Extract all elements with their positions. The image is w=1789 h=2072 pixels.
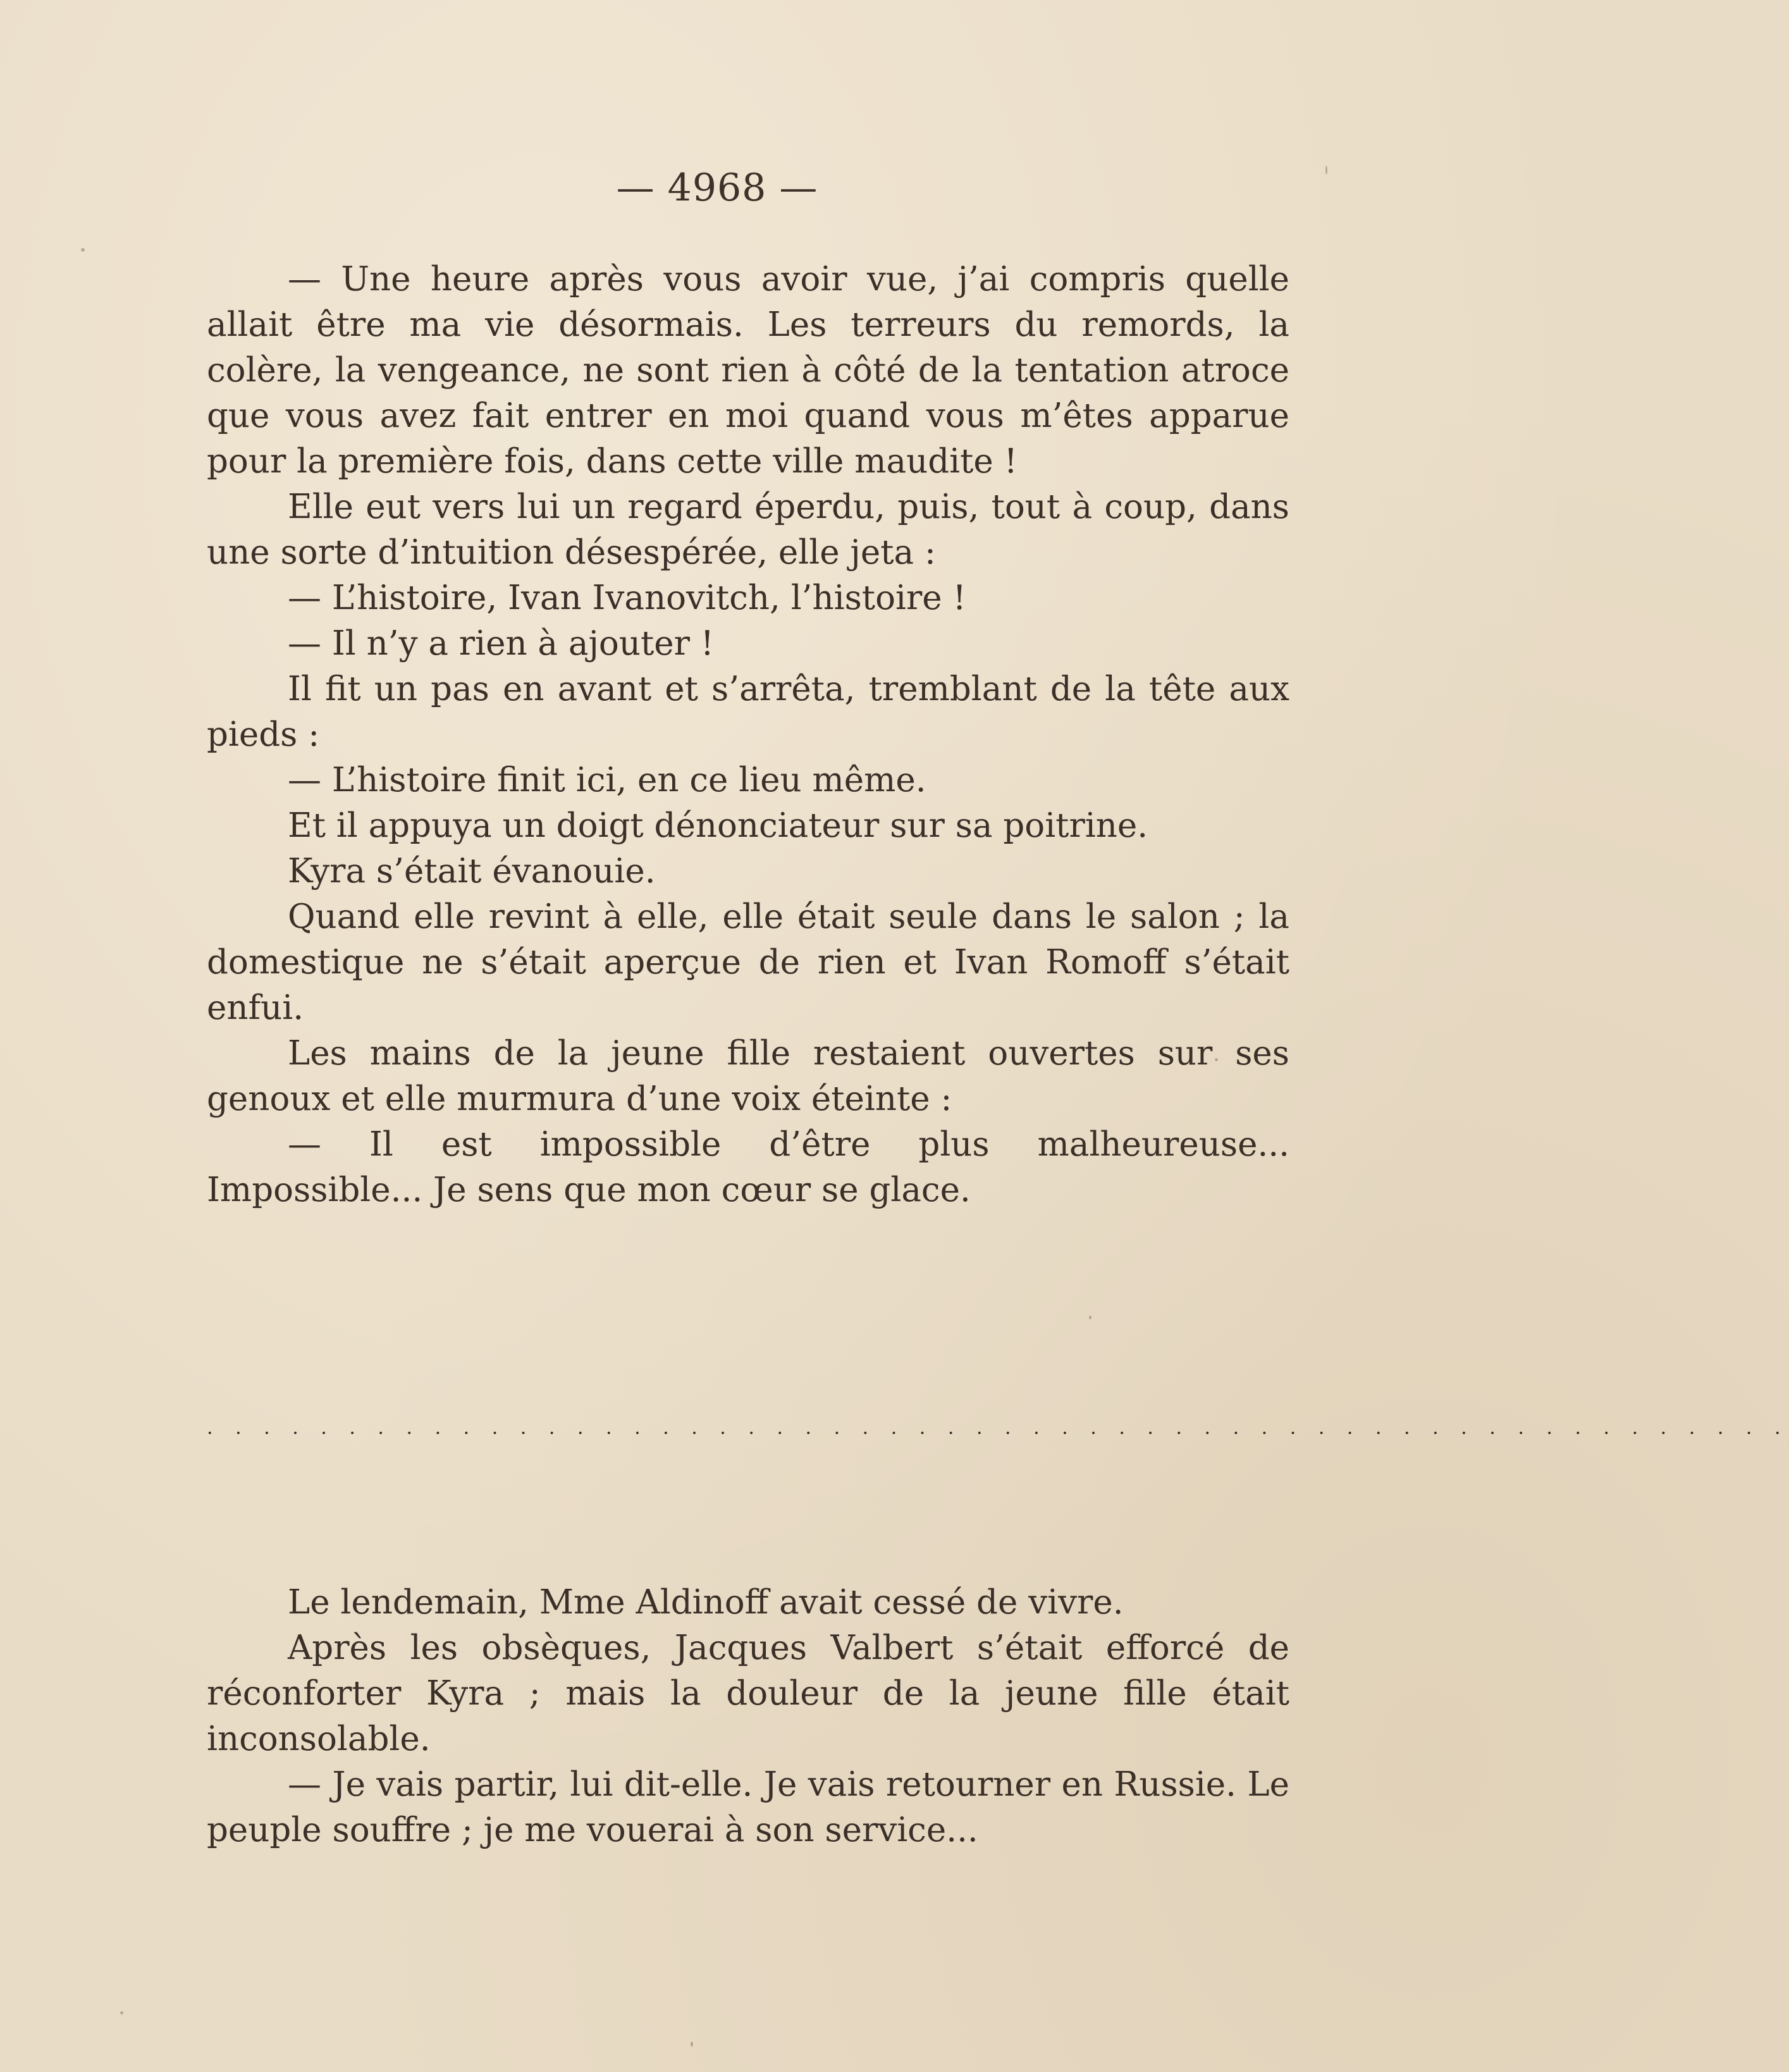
paper-speck [1215, 1058, 1218, 1061]
paragraph: Après les obsèques, Jacques Valbert s’était efforcé de réconforter Kyra ; mais la douleur de la jeune fille était inconsolable. [207, 1629, 1289, 1758]
paragraph: — Une heure après vous avoir vue, j’ai compris quelle allait être ma vie désormais. Les terreurs du remords, la colère, la vengeance, ne sont rien à côté de la tentation atroce que vous avez fait entrer en moi quand vous m’êtes apparue pour la première fois, dans cette ville maudite ! [207, 260, 1289, 481]
paragraph: — L’histoire finit ici, en ce lieu même. [288, 761, 926, 799]
paragraph: — Il n’y a rien à ajouter ! [288, 624, 715, 663]
paragraph: Il fit un pas en avant et s’arrêta, tremblant de la tête aux pieds : [207, 670, 1289, 754]
paper-speck [81, 248, 85, 252]
page-number: — 4968 — [616, 166, 818, 210]
main-text-block [207, 257, 1289, 1213]
paper-speck [120, 2011, 123, 2014]
paper-speck [1089, 1316, 1091, 1319]
paragraph: Le lendemain, Mme Aldinoff avait cessé de vivre. [288, 1583, 1124, 1622]
paragraph: Kyra s’était évanouie. [288, 852, 656, 891]
paragraph: — Je vais partir, lui dit-elle. Je vais retourner en Russie. Le peuple souffre ; je me vouerai à son service... [207, 1765, 1289, 1849]
paragraph: Les mains de la jeune fille restaient ouvertes sur ses genoux et elle murmura d’une voix éteinte : [207, 1034, 1289, 1118]
paper-speck [1325, 166, 1327, 175]
section-separator: . . . . . . . . . . . . . . . . . . . . . . . . . . . . . . . . . . . . . . . . . . . . . . . . . . . . . . . . [207, 1417, 1789, 1439]
closing-text-block [207, 1580, 1289, 1853]
paragraph: Elle eut vers lui un regard éperdu, puis, tout à coup, dans une sorte d’intuition désespérée, elle jeta : [207, 488, 1289, 572]
paragraph: Quand elle revint à elle, elle était seule dans le salon ; la domestique ne s’était aperçue de rien et Ivan Romoff s’était enfui. [207, 897, 1289, 1027]
paragraph: Et il appuya un doigt dénonciateur sur sa poitrine. [288, 806, 1148, 845]
paragraph: — Il est impossible d’être plus malheureuse... Impossible... Je sens que mon cœur se glace. [207, 1125, 1289, 1209]
paragraph: — L’histoire, Ivan Ivanovitch, l’histoire ! [288, 579, 966, 617]
paper-speck [691, 2042, 693, 2047]
